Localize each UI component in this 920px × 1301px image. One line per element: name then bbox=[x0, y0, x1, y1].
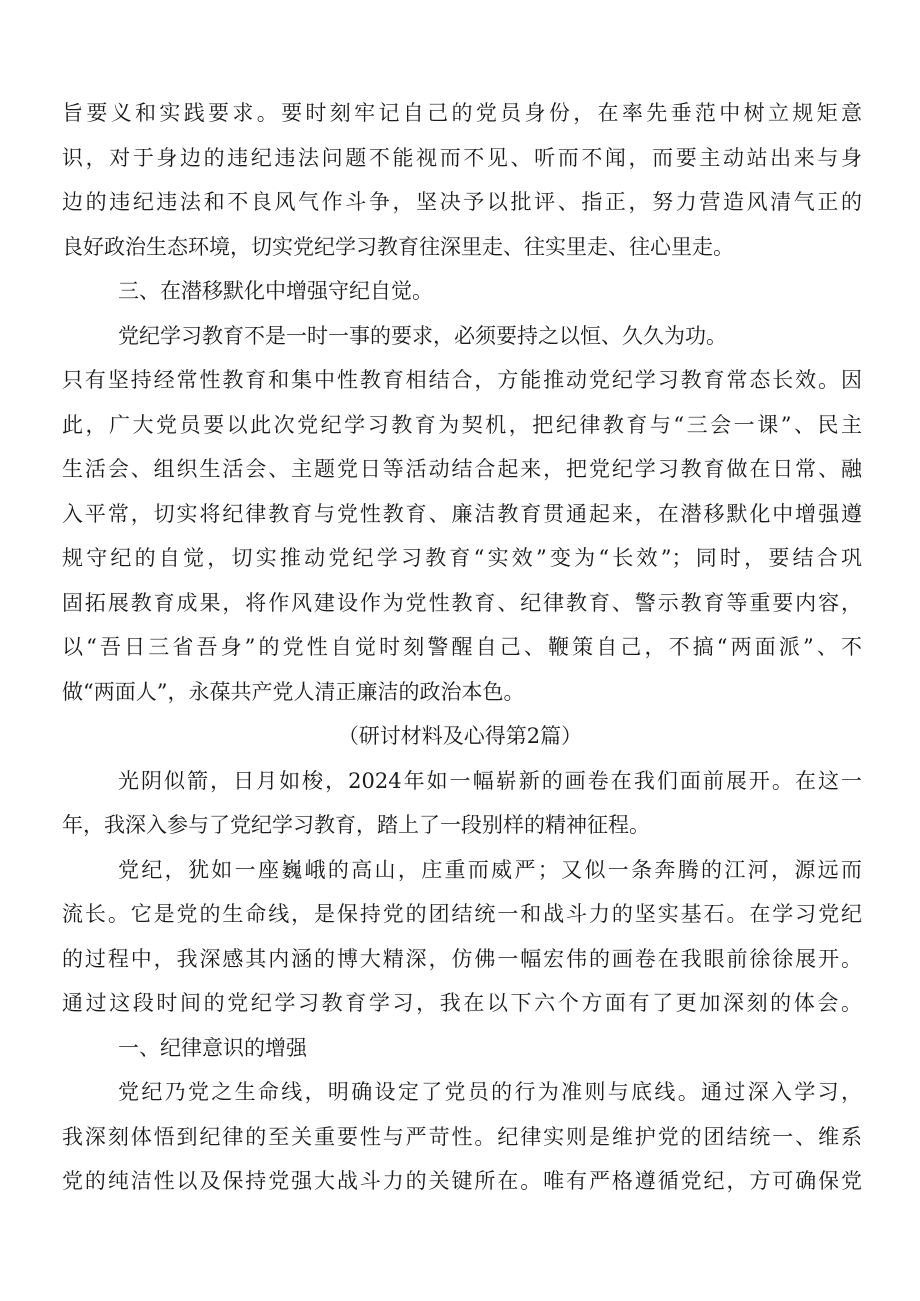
text-line: 入平常，切实将纪律教育与党性教育、廉洁教育贯通起来，在潜移默化中增强遵 bbox=[62, 502, 862, 526]
text-line: 通过这段时间的党纪学习教育学习，我在以下六个方面有了更加深刻的体会。 bbox=[62, 991, 862, 1015]
text-line: 党纪学习教育不是一时一事的要求，必须要持之以恒、久久为功。 bbox=[118, 324, 727, 348]
text-line: 边的违纪违法和不良风气作斗争，坚决予以批评、指正，努力营造风清气正的 bbox=[62, 190, 862, 214]
text-line: 的过程中，我深感其内涵的博大精深，仿佛一幅宏伟的画卷在我眼前徐徐展开。 bbox=[62, 947, 862, 971]
text-line: 只有坚持经常性教育和集中性教育相结合，方能推动党纪学习教育常态长效。因 bbox=[62, 368, 862, 392]
text-line: 流长。它是党的生命线，是保持党的团结统一和战斗力的坚实基石。在学习党纪 bbox=[62, 902, 862, 926]
text-line: 以“吾日三省吾身”的党性自觉时刻警醒自己、鞭策自己，不搞“两面派”、不 bbox=[62, 635, 862, 659]
text-line: 党的纯洁性以及保持党强大战斗力的关键所在。唯有严格遵循党纪，方可确保党 bbox=[62, 1169, 862, 1193]
text-line: 生活会、组织生活会、主题党日等活动结合起来，把党纪学习教育做在日常、融 bbox=[62, 457, 862, 481]
text-line: 旨要义和实践要求。要时刻牢记自己的党员身份，在率先垂范中树立规矩意 bbox=[62, 101, 862, 125]
section-heading: 一、纪律意识的增强 bbox=[118, 1036, 307, 1060]
text-line: 此，广大党员要以此次党纪学习教育为契机，把纪律教育与“三会一课”、民主 bbox=[62, 413, 862, 437]
text-line: 光阴似箭，日月如梭，2024年如一幅崭新的画卷在我们面前展开。在这一 bbox=[118, 769, 862, 793]
text-line: 党纪，犹如一座巍峨的高山，庄重而威严；又似一条奔腾的江河，源远而 bbox=[118, 858, 862, 882]
text-line: 识，对于身边的违纪违法问题不能视而不见、听而不闻，而要主动站出来与身 bbox=[62, 146, 862, 170]
text-line: 年，我深入参与了党纪学习教育，踏上了一段别样的精神征程。 bbox=[62, 813, 650, 837]
text-line: 良好政治生态环境，切实党纪学习教育往深里走、往实里走、往心里走。 bbox=[62, 235, 734, 259]
text-line: 党纪乃党之生命线，明确设定了党员的行为准则与底线。通过深入学习， bbox=[118, 1080, 862, 1104]
text-line: 我深刻体悟到纪律的至关重要性与严苛性。纪律实则是维护党的团结统一、维系 bbox=[62, 1125, 862, 1149]
section-heading: 三、在潜移默化中增强守纪自觉。 bbox=[118, 279, 433, 303]
text-line: 做“两面人”，永葆共产党人清正廉洁的政治本色。 bbox=[62, 680, 525, 704]
article-title: （研讨材料及心得第2篇） bbox=[337, 724, 583, 748]
text-line: 固拓展教育成果，将作风建设作为党性教育、纪律教育、警示教育等重要内容， bbox=[62, 591, 862, 615]
text-line: 规守纪的自觉，切实推动党纪学习教育“实效”变为“长效”；同时，要结合巩 bbox=[62, 546, 862, 570]
